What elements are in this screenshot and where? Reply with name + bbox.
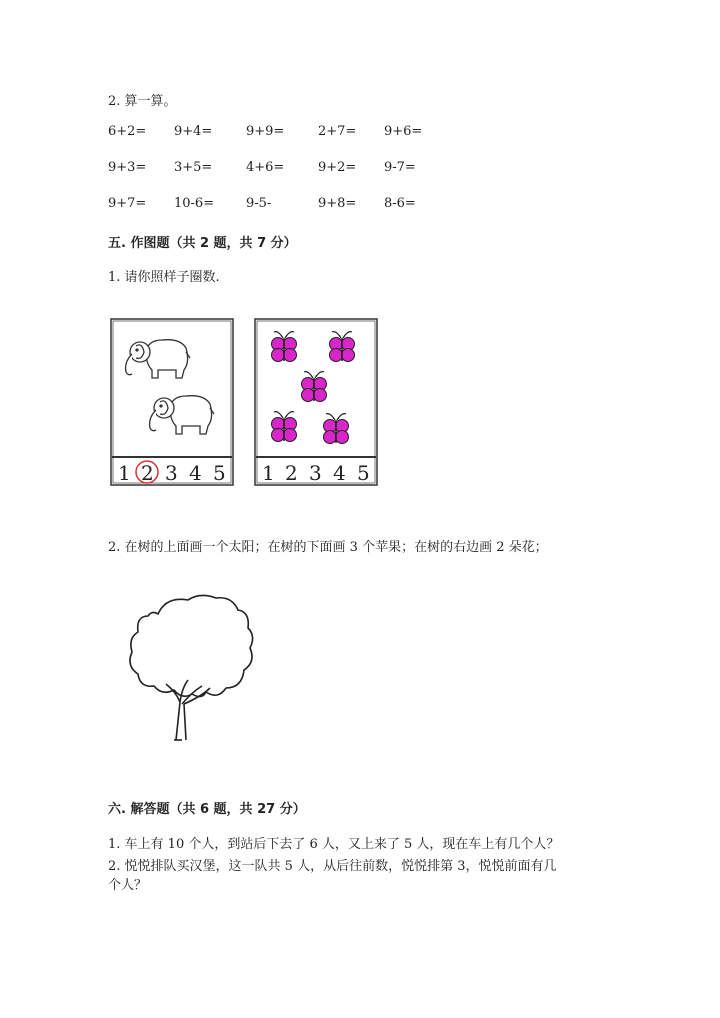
equation: 9+3= xyxy=(108,160,147,175)
section6-question-2: 2. 悦悦排队买汉堡，这一队共 5 人，从后往前数，悦悦排第 3，悦悦前面有几 xyxy=(108,859,557,874)
tree-icon xyxy=(126,592,258,742)
digit: 1 xyxy=(118,461,131,485)
digit: 4 xyxy=(189,461,202,485)
section5-question-1: 1. 请你照样子圈数. xyxy=(108,270,220,285)
equation: 9+9= xyxy=(246,124,285,139)
calc-title: 2. 算一算。 xyxy=(108,94,177,109)
equation: 3+5= xyxy=(174,160,213,175)
section5-heading: 五. 作图题（共 2 题，共 7 分） xyxy=(108,236,297,251)
equation: 6+2= xyxy=(108,124,147,139)
section5-question-2: 2. 在树的上面画一个太阳；在树的下面画 3 个苹果；在树的右边画 2 朵花； xyxy=(108,540,548,555)
elephant-box xyxy=(110,318,234,486)
digit: 5 xyxy=(357,461,370,485)
equation: 9+6= xyxy=(384,124,423,139)
butterfly-box xyxy=(254,318,378,486)
equation: 9+7= xyxy=(108,196,147,211)
digit: 4 xyxy=(333,461,346,485)
equation: 9+4= xyxy=(174,124,213,139)
equation: 2+7= xyxy=(318,124,357,139)
digit: 3 xyxy=(309,461,322,485)
equation: 9+8= xyxy=(318,196,357,211)
section6-question-2-cont: 个人？ xyxy=(108,878,148,893)
equation: 9+2= xyxy=(318,160,357,175)
digit: 2 xyxy=(141,461,154,485)
digit: 5 xyxy=(213,461,226,485)
digit: 3 xyxy=(165,461,178,485)
equation: 4+6= xyxy=(246,160,285,175)
digit: 1 xyxy=(262,461,275,485)
equation: 10-6= xyxy=(174,196,215,211)
equation: 9-5- xyxy=(246,196,272,211)
equation: 8-6= xyxy=(384,196,416,211)
section6-question-1: 1. 车上有 10 个人，到站后下去了 6 人，又上来了 5 人，现在车上有几个人？ xyxy=(108,837,560,852)
section6-heading: 六. 解答题（共 6 题，共 27 分） xyxy=(108,802,306,817)
digit: 2 xyxy=(285,461,298,485)
equation: 9-7= xyxy=(384,160,416,175)
